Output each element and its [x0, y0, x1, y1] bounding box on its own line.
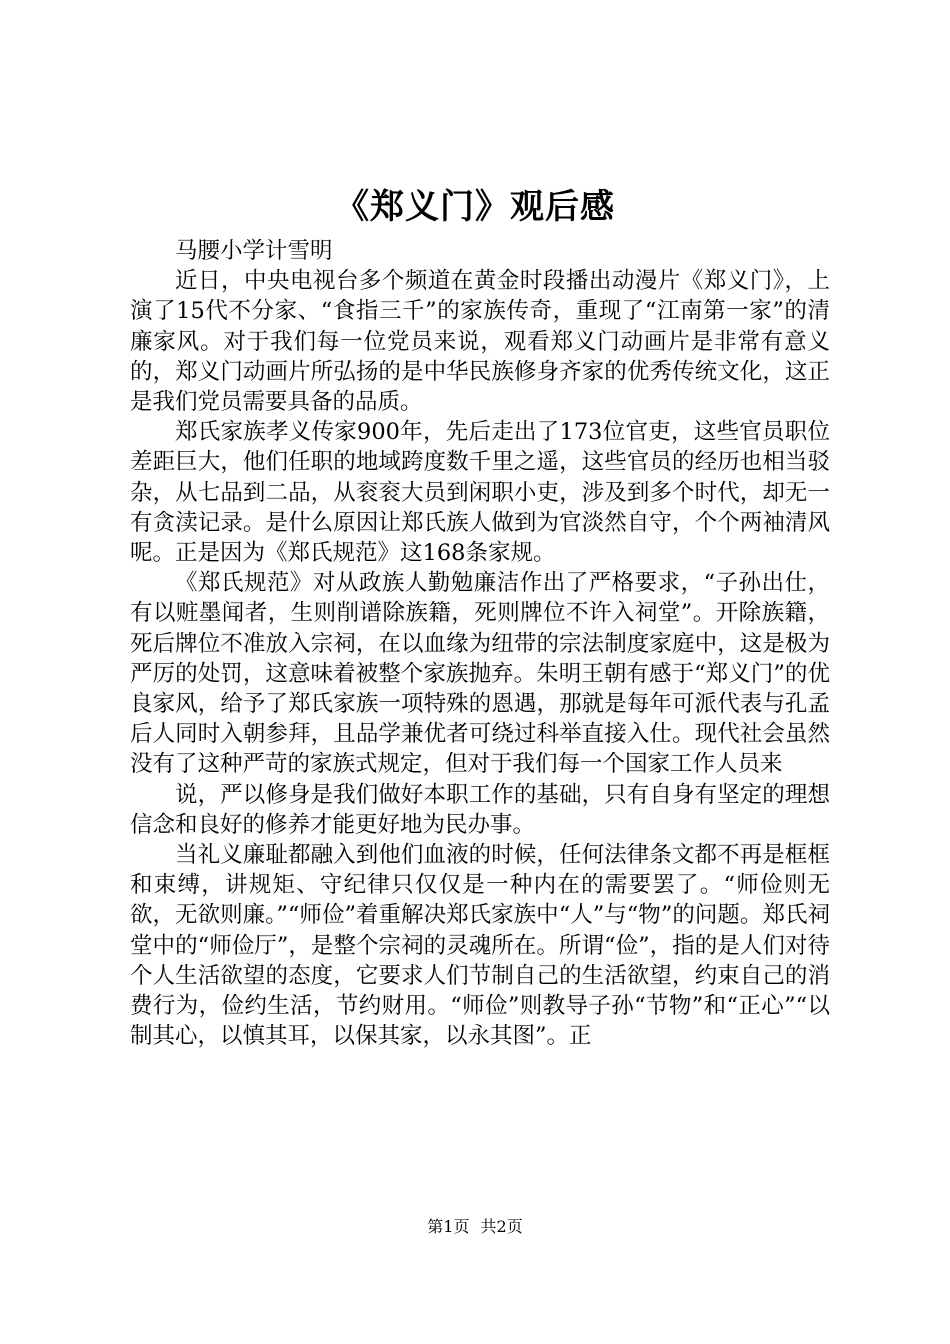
page-footer	[0, 1216, 950, 1238]
document-title: 《郑义门》观后感	[335, 187, 615, 227]
page-number: 第1页	[427, 1217, 470, 1236]
document-body	[130, 236, 830, 1051]
paragraph: 当礼义廉耻都融入到他们血液的时候，任何法律条文都不再是框框和束缚，讲规矩、守纪律只仅仅是一种内在的需要罢了。“师俭则无欲，无欲则廉。”“师俭”着重解决郑氏家族中“人”与“物”的问题。郑氏祠堂中的“师俭厅”，是整个宗祠的灵魂所在。所谓“俭”，指的是人们对待个人生活欲望的态度，它要求人们节制自己的生活欲望，约束自己的消费行为，俭约生活，节约财用。“师俭”则教导子孙“节物”和“正心”“以制其心，以慎其耳，以保其家，以永其图”。正	[130, 842, 830, 1050]
paragraph: 郑氏家族孝义传家900年，先后走出了173位官吏，这些官员职位差距巨大，他们任职的地域跨度数千里之遥，这些官员的经历也相当驳杂，从七品到二品，从衮衮大员到闲职小吏，涉及到多个时代，却无一有贪渎记录。是什么原因让郑氏族人做到为官淡然自守，个个两袖清风呢。正是因为《郑氏规范》这168条家规。	[130, 419, 830, 567]
paragraph: 说，严以修身是我们做好本职工作的基础，只有自身有坚定的理想信念和良好的修养才能更好地为民办事。	[130, 781, 830, 838]
paragraph: 近日，中央电视台多个频道在黄金时段播出动漫片《郑义门》，上演了15代不分家、“食指三千”的家族传奇，重现了“江南第一家”的清廉家风。对于我们每一位党员来说，观看郑义门动画片是非常有意义的，郑义门动画片所弘扬的是中华民族修身齐家的优秀传统文化，这正是我们党员需要具备的品质。	[130, 268, 830, 416]
page-total: 共2页	[480, 1217, 523, 1236]
author-line: 马腰小学计雪明	[175, 238, 333, 264]
paragraph: 《郑氏规范》对从政族人勤勉廉洁作出了严格要求，“子孙出仕，有以赃墨闻者，生则削谱除族籍，死则牌位不许入祠堂”。开除族籍，死后牌位不准放入宗祠，在以血缘为纽带的宗法制度家庭中，这是极为严厉的处罚，这意味着被整个家族抛弃。朱明王朝有感于“郑义门”的优良家风，给予了郑氏家族一项特殊的恩遇，那就是每年可派代表与孔孟后人同时入朝参拜，且品学兼优者可绕过科举直接入仕。现代社会虽然没有了这种严苛的家族式规定，但对于我们每一个国家工作人员来	[130, 570, 830, 778]
